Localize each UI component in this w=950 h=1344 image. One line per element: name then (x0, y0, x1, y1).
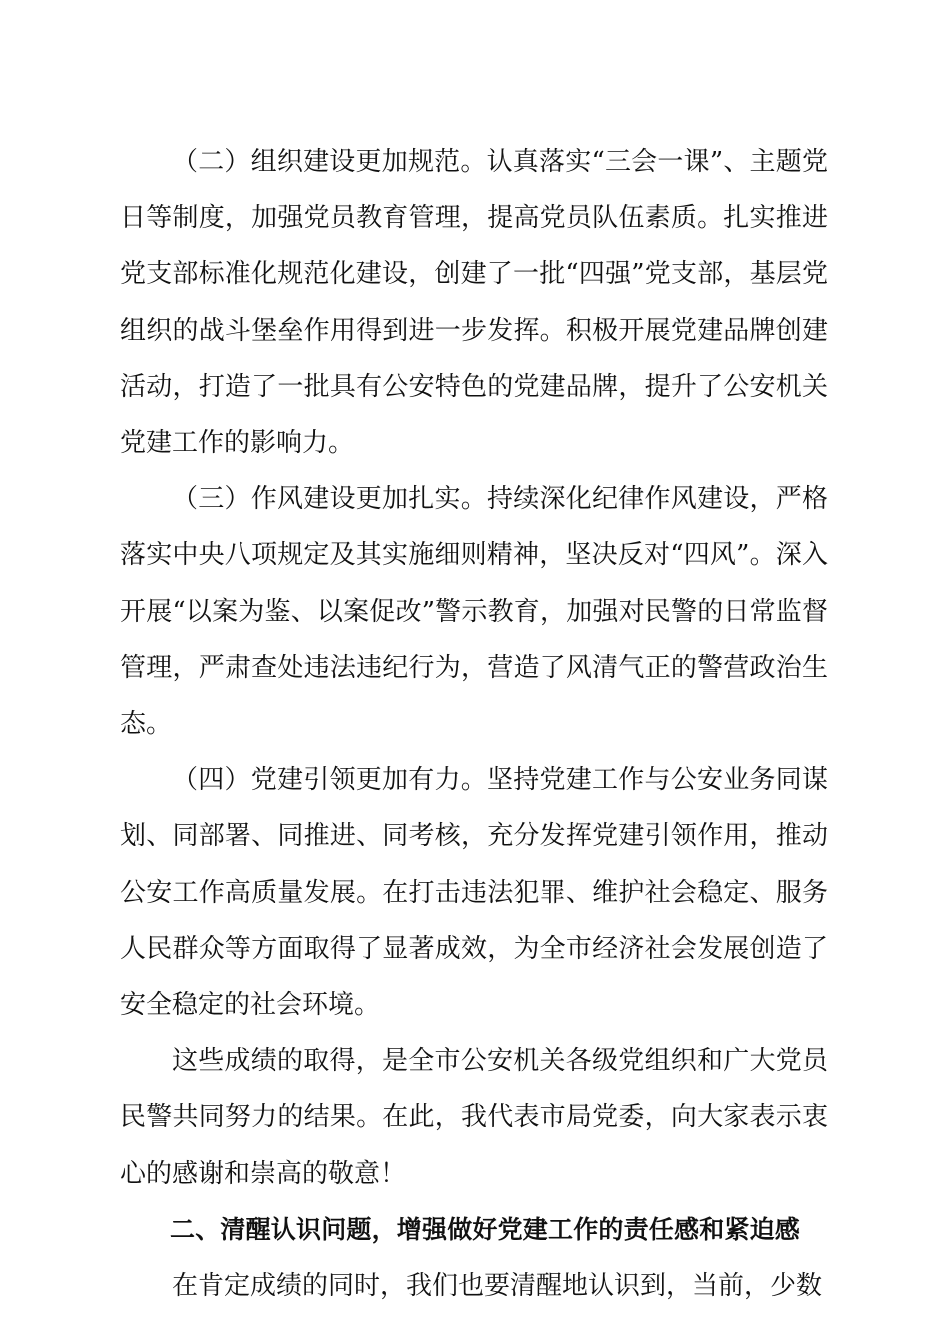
paragraph-text: 这些成绩的取得，是全市公安机关各级党组织和广大党员民警共同努力的结果。在此，我代表市局党委，向大家表示衷心的感谢和崇高的敬意！ (120, 1046, 828, 1189)
paragraph-work-style (120, 471, 828, 752)
paragraph-lead: （二）组织建设更加规范。 (172, 147, 487, 177)
paragraph-text: 坚持党建工作与公安业务同谋划、同部署、同推进、同考核，充分发挥党建引领作用，推动公安工作高质量发展。在打击违法犯罪、维护社会稳定、服务人民群众等方面取得了显著成效，为全市经济社会发展创造了安全稳定的社会环境。 (120, 765, 828, 1021)
paragraph-lead: （四）党建引领更加有力。 (172, 765, 487, 796)
paragraph-text: 认真落实“三会一课”、主题党日等制度，加强党员教育管理，提高党员队伍素质。扎实推进党支部标准化规范化建设，创建了一批“四强”党支部，基层党组织的战斗堡垒作用得到进一步发挥。积极开展党建品牌创建活动，打造了一批具有公安特色的党建品牌，提升了公安机关党建工作的影响力。 (120, 147, 828, 459)
document-body (120, 134, 828, 1314)
paragraph-final: 在肯定成绩的同时，我们也要清醒地认识到，当前，少数 (172, 1271, 823, 1302)
paragraph-text: 持续深化纪律作风建设，严格落实中央八项规定及其实施细则精神，坚决反对“四风”。深入开展“以案为鉴、以案促改”警示教育，加强对民警的日常监督管理，严肃查处违法违纪行为，营造了风清气正的警营政治生态。 (120, 484, 828, 740)
paragraph-party-leadership (120, 752, 828, 1033)
paragraph-organization (120, 134, 828, 471)
section-heading: 二、清醒认识问题，增强做好党建工作的责任感和紧迫感 (170, 1214, 801, 1244)
paragraph-acknowledgement (120, 1033, 828, 1202)
paragraph-lead: （三）作风建设更加扎实。 (172, 484, 487, 515)
